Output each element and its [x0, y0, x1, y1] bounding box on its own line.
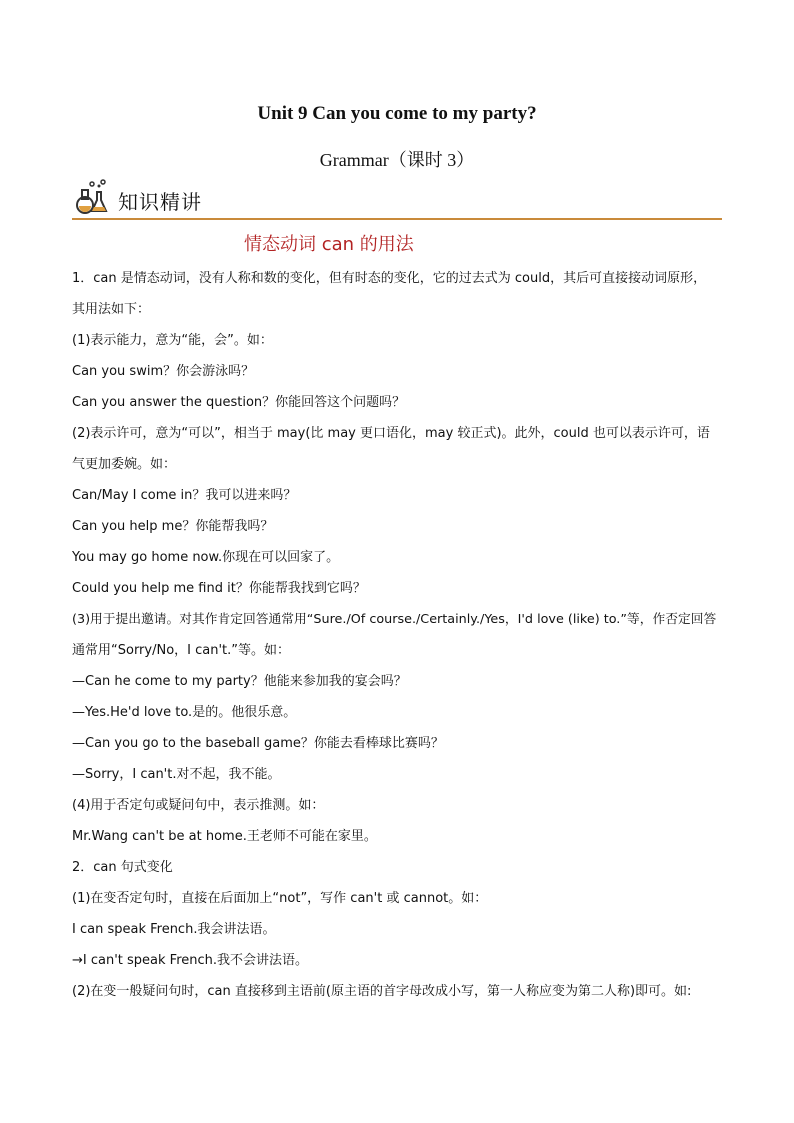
text-line: (2)在变一般疑问句时，can 直接移到主语前(原主语的首字母改成小写，第一人称应变为第二人称)即可。如:	[72, 984, 692, 999]
section-divider	[72, 218, 722, 220]
text-line: Could you help me find it？你能帮我找到它吗？	[72, 581, 366, 596]
page-subtitle: Grammar（课时 3）	[319, 150, 475, 170]
text-line: 1．can 是情态动词，没有人称和数的变化，但有时态的变化，它的过去式为 could，其后可直接接动词原形，	[72, 271, 707, 286]
section-header	[72, 176, 722, 220]
text-line: (1)在变否定句时，直接在后面加上“not”，写作 can't 或 cannot。如：	[72, 891, 488, 906]
text-line: 2．can 句式变化	[72, 860, 173, 875]
text-line: (3)用于提出邀请。对其作肯定回答通常用“Sure./Of course./Certainly./Yes，I'd love (like) to.”等，作否定回答	[72, 612, 717, 627]
text-line: —Sorry，I can't.对不起，我不能。	[72, 767, 281, 782]
lesson-body	[72, 263, 724, 1007]
text-line: —Can you go to the baseball game？你能去看棒球比赛吗？	[72, 736, 444, 751]
text-line: (1)表示能力，意为“能，会”。如：	[72, 333, 273, 348]
text-line: I can speak French.我会讲法语。	[72, 922, 276, 937]
text-line: (4)用于否定句或疑问句中，表示推测。如：	[72, 798, 325, 813]
lab-flask-icon	[72, 178, 110, 216]
text-line: Can you answer the question？你能回答这个问题吗？	[72, 395, 406, 410]
text-line: You may go home now.你现在可以回家了。	[72, 550, 340, 565]
text-line: 其用法如下：	[72, 302, 151, 317]
text-line: 通常用“Sorry/No，I can't.”等。如：	[72, 643, 291, 658]
text-line: —Yes.He'd love to.是的。他很乐意。	[72, 705, 297, 720]
topic-heading: 情态动词 can 的用法	[244, 234, 414, 255]
text-line: Mr.Wang can't be at home.王老师不可能在家里。	[72, 829, 377, 844]
text-line: →I can't speak French.我不会讲法语。	[72, 953, 309, 968]
section-label: 知识精讲	[118, 190, 202, 214]
text-line: Can/May I come in？我可以进来吗？	[72, 488, 297, 503]
text-line: (2)表示许可，意为“可以”，相当于 may(比 may 更口语化，may 较正式)。此外，could 也可以表示许可，语	[72, 426, 710, 441]
text-line: 气更加委婉。如：	[72, 457, 177, 472]
text-line: Can you swim？你会游泳吗？	[72, 364, 255, 379]
page-title: Unit 9 Can you come to my party?	[257, 103, 537, 124]
text-line: —Can he come to my party？他能来参加我的宴会吗？	[72, 674, 407, 689]
text-line: Can you help me？你能帮我吗？	[72, 519, 274, 534]
